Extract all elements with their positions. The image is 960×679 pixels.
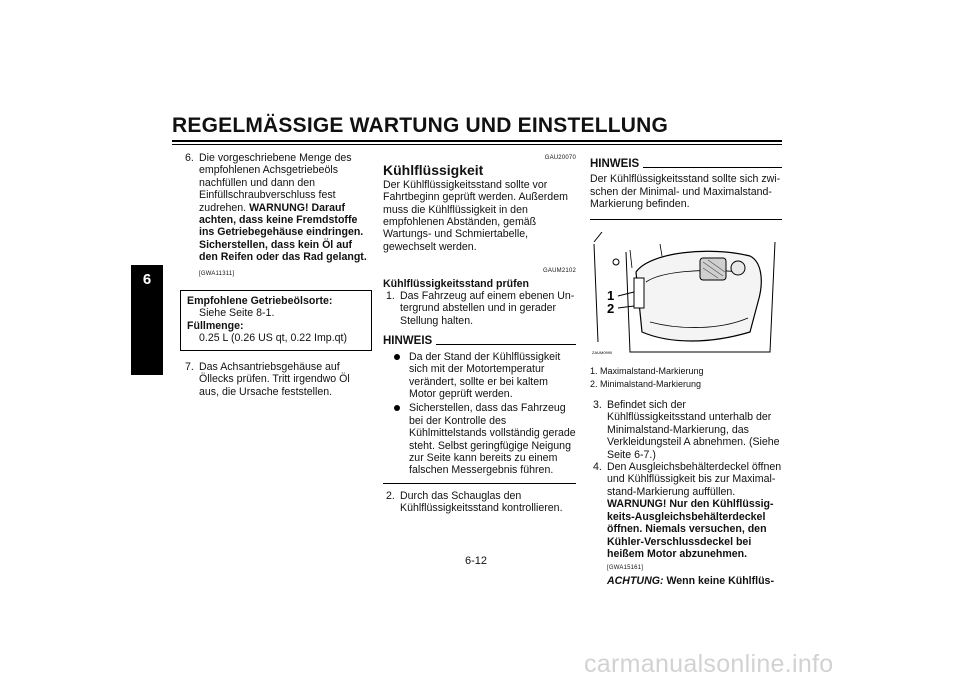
column-3 <box>590 152 782 587</box>
note-header-2 <box>590 158 782 170</box>
achtung-label: ACHTUNG: <box>607 574 664 587</box>
bullet-icon <box>394 354 400 360</box>
note-bullet-1-text: Da der Stand der Kühlflüssigkeit sich mit der Motortemperatur verändert, sollte er bei kaltem Motor geprüft werden. <box>409 350 561 400</box>
oil-type-value: Siehe Seite 8-1. <box>199 307 275 320</box>
step-1 <box>383 290 576 327</box>
step-7-number: 7. <box>185 360 194 373</box>
note-label: HINWEIS <box>383 335 433 348</box>
step-2 <box>383 490 576 515</box>
section-code: GAU20070 <box>544 155 576 161</box>
note-end-rule <box>383 483 576 484</box>
step-3-number: 3. <box>593 399 602 412</box>
step-4-code: [GWA15161] <box>607 565 644 572</box>
note-bullet-1 <box>383 351 576 401</box>
step-1-number: 1. <box>386 290 395 303</box>
step-1-text: Das Fahrzeug auf einem ebenen Untergrund abstellen und in gerader Stellung halten. <box>400 290 575 327</box>
step-3-text: Befindet sich der Kühlflüssigkeitsstand unterhalb der Minimalstand-Markierung, das Verkleidungsteil A abnehmen. (Siehe Seite 6-7.) <box>607 399 780 461</box>
note-text-2: Der Kühlflüssigkeitsstand sollte sich zwischen der Minimal- und Maximalstand-Markierung befinden. <box>590 173 781 211</box>
note-bullet-2-text: Sicherstellen, dass das Fahrzeug bei der Kontrolle des Kühlmittelstands vollständig gerade steht. Selbst geringfügige Neigung zur Seite kann bereits zu einem falschen Messergebnis führen. <box>409 402 576 477</box>
fill-amount-value: 0.25 L (0.26 US qt, 0.22 Imp.qt) <box>199 332 348 345</box>
fill-amount-label: Füllmenge: <box>187 319 244 332</box>
figure-label-1: 1 <box>607 287 615 303</box>
figure-code: ZAUM0990 <box>592 349 613 355</box>
step-3 <box>590 399 782 461</box>
figure-label-2: 2 <box>607 300 615 316</box>
coolant-reservoir-figure <box>590 232 782 360</box>
step-4-warning: WARNUNG! Nur den Kühlflüssigkeits-Ausgleichsbehälterdeckel öffnen. Niemals versuchen, den Kühler-Verschlussdeckel bei heißem Motor abzunehmen. <box>607 498 774 560</box>
step-6-warning: WARNUNG! Darauf achten, dass keine Fremdstoffe ins Getriebegehäuse eindringen. Sicherstellen, dass kein Öl auf den Reifen oder das Rad gelangt. <box>199 201 367 264</box>
subsection-code: GAUM2102 <box>543 268 576 275</box>
title-rule <box>172 140 782 142</box>
note-bullet-2 <box>383 402 576 476</box>
step-2-number: 2. <box>386 489 395 502</box>
note-label-2: HINWEIS <box>590 158 640 170</box>
step-6 <box>182 152 372 280</box>
step-4 <box>590 461 782 587</box>
warning-code: [GWA11311] <box>199 270 235 277</box>
step-7 <box>182 361 372 398</box>
column-1 <box>182 152 372 398</box>
step-6-number: 6. <box>185 152 194 164</box>
note-header <box>383 335 576 347</box>
subsection-heading: Kühlflüssigkeitsstand prüfen <box>383 277 529 290</box>
step-4-text: Den Ausgleichsbehälterdeckel öffnen und Kühlflüssigkeit bis zur Maximalstand-Markierung auffüllen. <box>607 461 782 498</box>
bullet-icon <box>394 405 400 411</box>
section-heading: Kühlflüssigkeit <box>383 162 484 179</box>
step-7-text: Das Achsantriebsgehäuse auf Öllecks prüfen. Tritt irgendwo Öl aus, die Ursache feststellen. <box>199 360 350 398</box>
page-number: 6-12 <box>465 555 488 567</box>
spec-box <box>180 290 372 351</box>
caption-1: 1. Maximalstand-Markierung <box>590 366 704 377</box>
achtung-text: Wenn keine Kühlflüs- <box>666 574 774 587</box>
oil-type-label: Empfohlene Getriebeölsorte: <box>187 295 333 308</box>
note-end-rule-2 <box>590 219 782 220</box>
section-intro: Der Kühlflüssigkeitsstand sollte vor Fahrtbeginn geprüft werden. Außerdem muss die Kühlflüssigkeit in den empfohlenen Abständen, gemäß Wartungs- und Schmiertabelle, gewechselt werden. <box>383 178 568 253</box>
watermark: carmanualsonline.info <box>584 650 834 678</box>
step-4-number: 4. <box>593 461 602 474</box>
chapter-tab: 6 <box>131 265 163 375</box>
page-title: REGELMÄSSIGE WARTUNG UND EINSTELLUNG <box>172 114 669 137</box>
step-2-text: Durch das Schauglas den Kühlflüssigkeitsstand kontrollieren. <box>400 489 563 515</box>
title-rule-thin <box>172 144 782 145</box>
step-6-text: Die vorgeschriebene Menge des empfohlenen Achsgetriebeöls nachfüllen und dann den Einfüllschraubverschluss fest zudrehen. <box>199 152 352 214</box>
column-2 <box>383 152 576 515</box>
caption-2: 2. Minimalstand-Markierung <box>590 379 702 390</box>
